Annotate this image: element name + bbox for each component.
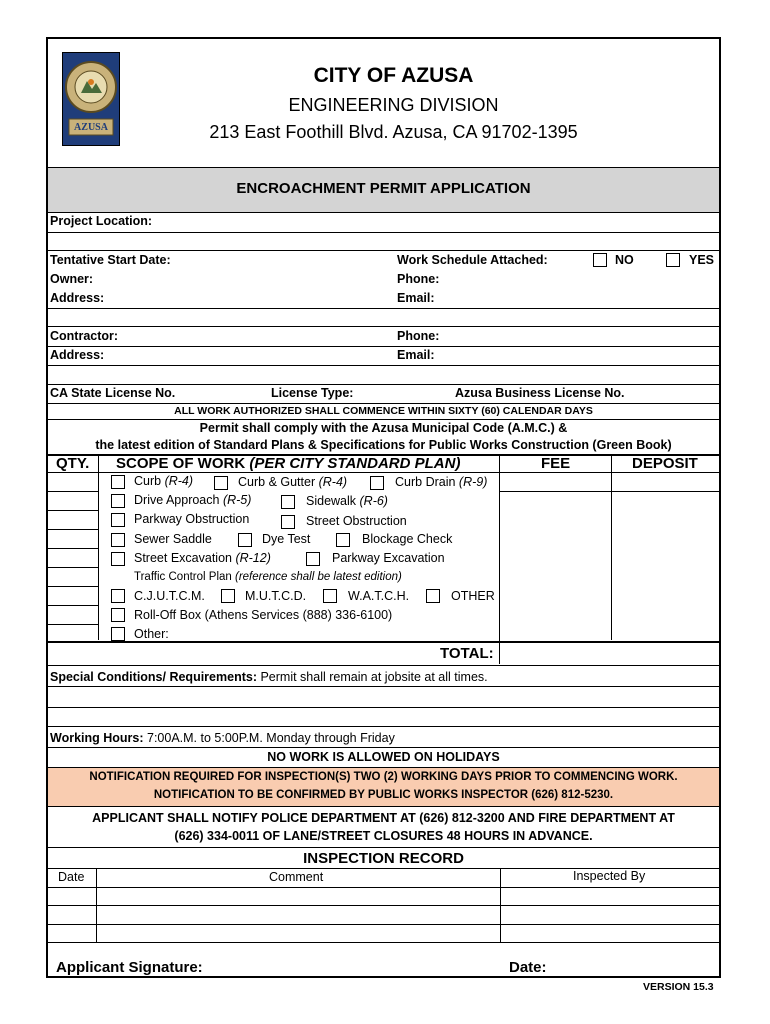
curb-gutter-checkbox[interactable] bbox=[214, 476, 228, 490]
traffic-control-label: Traffic Control Plan bbox=[134, 571, 235, 583]
parkway-excavation-label: Parkway Excavation bbox=[332, 551, 445, 565]
owner-email-label: Email: bbox=[397, 291, 435, 305]
sidewalk-item bbox=[306, 493, 388, 509]
comply-notice-1: Permit shall comply with the Azusa Municipal Code (A.M.C.) & bbox=[199, 421, 568, 435]
business-license-label: Azusa Business License No. bbox=[455, 386, 625, 400]
inspection-title: INSPECTION RECORD bbox=[303, 850, 464, 867]
logo-label: AZUSA bbox=[74, 122, 108, 133]
schedule-no-label: NO bbox=[615, 253, 634, 267]
traffic-control-note: (reference shall be latest edition) bbox=[234, 571, 402, 583]
notification-line-1: NOTIFICATION REQUIRED FOR INSPECTION(S) TWO (2) WORKING DAYS PRIOR TO COMMENCING WORK. bbox=[89, 771, 678, 783]
dye-test-checkbox[interactable] bbox=[238, 533, 252, 547]
street-excavation-ref: (R-12) bbox=[235, 551, 271, 565]
city-address: 213 East Foothill Blvd. Azusa, CA 91702-1395 bbox=[209, 122, 578, 142]
sewer-saddle-label: Sewer Saddle bbox=[134, 532, 212, 546]
drive-approach-label: Drive Approach bbox=[134, 493, 223, 507]
traffic-control-item bbox=[134, 569, 402, 585]
drive-approach-ref: (R-5) bbox=[222, 493, 252, 507]
license-type-label: License Type: bbox=[271, 386, 354, 400]
schedule-yes-label: YES bbox=[689, 253, 715, 267]
applicant-signature-label: Applicant Signature: bbox=[56, 959, 203, 976]
street-excavation-label: Street Excavation bbox=[134, 551, 236, 565]
curb-ref: (R-4) bbox=[164, 474, 194, 488]
cjutcm-checkbox[interactable] bbox=[111, 589, 125, 603]
owner-address-label: Address: bbox=[50, 291, 105, 305]
qty-header: QTY. bbox=[56, 455, 90, 472]
rolloff-checkbox[interactable] bbox=[111, 608, 125, 622]
scope-header bbox=[116, 455, 460, 473]
curb-gutter-ref: (R-4) bbox=[318, 475, 348, 489]
other-label: Other: bbox=[134, 627, 169, 641]
police-notice-2: (626) 334-0011 OF LANE/STREET CLOSURES 48 HOURS IN ADVANCE. bbox=[174, 829, 593, 843]
other-caps-checkbox[interactable] bbox=[426, 589, 440, 603]
sidewalk-label: Sidewalk bbox=[306, 494, 360, 508]
dye-test-label: Dye Test bbox=[262, 532, 311, 546]
street-obstruction-checkbox[interactable] bbox=[281, 515, 295, 529]
rolloff-label: Roll-Off Box (Athens Services (888) 336-6100) bbox=[134, 608, 393, 622]
sidewalk-ref: (R-6) bbox=[359, 494, 388, 508]
blockage-check-label: Blockage Check bbox=[362, 532, 453, 546]
curb-drain-label: Curb Drain bbox=[395, 475, 459, 489]
owner-phone-label: Phone: bbox=[397, 272, 440, 286]
police-notice-1: APPLICANT SHALL NOTIFY POLICE DEPARTMENT AT (626) 812-3200 AND FIRE DEPARTMENT AT bbox=[92, 811, 675, 825]
curb-label: Curb bbox=[134, 474, 165, 488]
contractor-label: Contractor: bbox=[50, 329, 119, 343]
holidays-notice: NO WORK IS ALLOWED ON HOLIDAYS bbox=[267, 750, 500, 764]
scope-header-italic: (PER CITY STANDARD PLAN) bbox=[249, 455, 461, 472]
work-schedule-label: Work Schedule Attached: bbox=[397, 253, 548, 267]
deposit-header: DEPOSIT bbox=[632, 455, 698, 472]
fee-header: FEE bbox=[541, 455, 571, 472]
contractor-email-label: Email: bbox=[397, 348, 435, 362]
special-conditions-label: Special Conditions/ Requirements: bbox=[50, 670, 257, 684]
curb-gutter-label: Curb & Gutter bbox=[238, 475, 319, 489]
comply-notice-2: the latest edition of Standard Plans & Specifications for Public Works Construction (Green Book) bbox=[95, 438, 672, 452]
cjutcm-label: C.J.U.T.C.M. bbox=[134, 589, 205, 603]
project-location-label: Project Location: bbox=[50, 214, 153, 228]
signature-date-label: Date: bbox=[509, 959, 547, 976]
parkway-excavation-checkbox[interactable] bbox=[306, 552, 320, 566]
parkway-obstruction-label: Parkway Obstruction bbox=[134, 512, 250, 526]
contractor-phone-label: Phone: bbox=[397, 329, 440, 343]
special-conditions bbox=[50, 669, 488, 685]
blockage-check-checkbox[interactable] bbox=[336, 533, 350, 547]
inspection-by-header: Inspected By bbox=[573, 869, 646, 883]
city-title: CITY OF AZUSA bbox=[313, 64, 474, 87]
parkway-obstruction-checkbox[interactable] bbox=[111, 513, 125, 527]
notification-line-2: NOTIFICATION TO BE CONFIRMED BY PUBLIC WORKS INSPECTOR (626) 812-5230. bbox=[153, 789, 614, 801]
street-excavation-checkbox[interactable] bbox=[111, 552, 125, 566]
scope-header-text: SCOPE OF WORK bbox=[116, 455, 250, 472]
curb-checkbox[interactable] bbox=[111, 475, 125, 489]
schedule-no-checkbox[interactable] bbox=[593, 253, 607, 267]
mutcd-checkbox[interactable] bbox=[221, 589, 235, 603]
other-caps-label: OTHER bbox=[451, 589, 495, 603]
inspection-date-header: Date bbox=[58, 870, 85, 884]
drive-approach-checkbox[interactable] bbox=[111, 494, 125, 508]
street-excavation-item bbox=[134, 550, 271, 566]
commence-notice: ALL WORK AUTHORIZED SHALL COMMENCE WITHIN SIXTY (60) CALENDAR DAYS bbox=[174, 405, 593, 417]
drive-approach-item bbox=[134, 492, 251, 508]
sidewalk-checkbox[interactable] bbox=[281, 495, 295, 509]
curb-drain-item bbox=[395, 474, 487, 490]
curb-item bbox=[134, 473, 193, 489]
curb-drain-ref: (R-9) bbox=[458, 475, 488, 489]
curb-gutter-item bbox=[238, 474, 347, 490]
watch-label: W.A.T.C.H. bbox=[348, 589, 410, 603]
working-hours-text: 7:00A.M. to 5:00P.M. Monday through Friday bbox=[143, 731, 395, 745]
special-conditions-text: Permit shall remain at jobsite at all times. bbox=[256, 670, 488, 684]
watch-checkbox[interactable] bbox=[323, 589, 337, 603]
owner-label: Owner: bbox=[50, 272, 94, 286]
state-license-label: CA State License No. bbox=[50, 386, 176, 400]
start-date-label: Tentative Start Date: bbox=[50, 253, 171, 267]
contractor-address-label: Address: bbox=[50, 348, 105, 362]
street-obstruction-label: Street Obstruction bbox=[306, 514, 407, 528]
working-hours-label: Working Hours: bbox=[50, 731, 144, 745]
other-checkbox[interactable] bbox=[111, 627, 125, 641]
total-label: TOTAL: bbox=[440, 645, 494, 662]
version-label: VERSION 15.3 bbox=[643, 981, 714, 993]
mutcd-label: M.U.T.C.D. bbox=[245, 589, 307, 603]
schedule-yes-checkbox[interactable] bbox=[666, 253, 680, 267]
curb-drain-checkbox[interactable] bbox=[370, 476, 384, 490]
sewer-saddle-checkbox[interactable] bbox=[111, 533, 125, 547]
division-name: ENGINEERING DIVISION bbox=[288, 95, 499, 115]
form-title: ENCROACHMENT PERMIT APPLICATION bbox=[236, 180, 531, 197]
inspection-comment-header: Comment bbox=[269, 870, 324, 884]
working-hours bbox=[50, 730, 395, 746]
permit-form bbox=[46, 37, 721, 978]
